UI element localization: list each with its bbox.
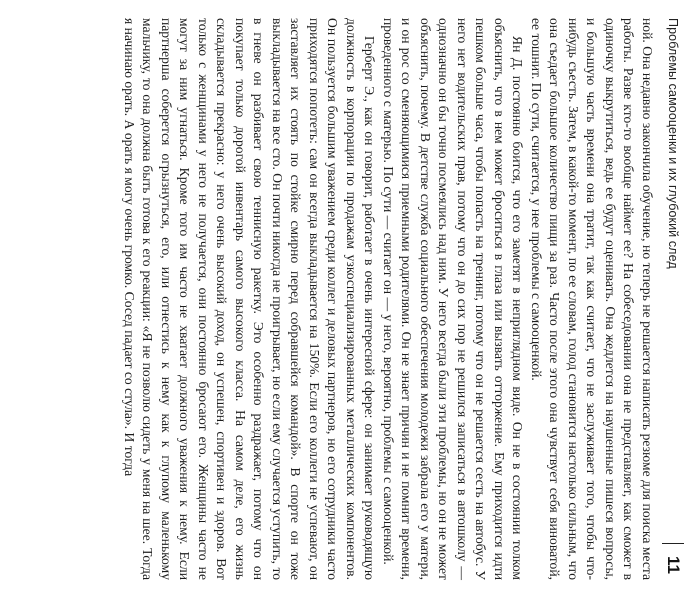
paragraph: ной. Она недавно закончила обучение, но теперь не решается написать резюме для поиска места работы. Разве кто-то вообще наймет ее? На собеседовании она не представляет, как сможет в одиночку выкрутиться, ведь ее будут оценивать. Она жедлется на наушенные пишеся вопросы, и большую часть времени она тратит, так как считает, что не заслуживает того, чтобы что-нибудь съесть. Затем, в какой-то момент, по ее словам, голод становится настолько сильным, что она съедает большое количество пищи за раз. Часто после этого она чувствует себя виноватой, ее тошнит. По сути, считается, у нее проблемы с самооценкой. [529, 18, 655, 580]
running-header [660, 18, 686, 574]
page-number: 11 [664, 556, 683, 574]
paragraph: Герберт Э., как он говорит, работает в очень интересной сфере: он занимает руководящую должность в корпорации по продажам узкоспециализированных металлических компонентов. Он пользуется большим уважением среди коллег и деловых партнеров, но его сотрудники часто приходятся попотеть: сам он всегда выкладывается на 150%. Если его коллеги не успевают, он заставляет их стоять по стойке смирно перед собравшейся командой». В спорте он тоже выкладывается на все сто. Он почти никогда не проигрывает, но если ему случается уступить, то в гневе он разбивает свою теннисную ракетку. Это особенно раздражает, потому что он покупает только дорогой инвентарь самого высокого класса. На самом деле, его жизнь складывается прекрасно: у него очень высокий доход, он успешен, спортивен и здоров. Вот только с женщинами у него не получается, они постоянно бросают его. Женщины часто не могут за ним угнаться. Кроме того им часто не хватает должного уважения к нему. Если партнерша соберется огрызнуться, его, или отнестись к нему как к глупому маленькому мальчику, то она должна быть готова к его реакции: «Я не позволю сидеть у меня на шее. Тогда я начинаю орать. А орать я могу очень громко. Сосед падает со стула». И тогда [122, 18, 378, 580]
scanned-book-page [10, 10, 690, 590]
header-title: Проблемы самооценки и их глубокий след [666, 18, 680, 269]
body-text [120, 18, 657, 580]
header-divider [662, 543, 684, 545]
header-number-group [662, 543, 684, 574]
paragraph: Ян Д. постоянно боится, что его заметят в неприглядном виде. Он не в состоянии толком объяснить, что в нем может броситься в глаза или вызвать отторжение. Ему приходится идти пешком больше часа, чтобы попасть на тренинг, потому что он не решается сесть на автобус. У него нет водительских прав, потому что он до сих пор не решился записаться в автошколу — однозначно он бы точно посмеялись над ним. У него всегда были эти проблемы, но он не может объяснить, почему. В детстве служба социального обеспечения молодежи забрала его у матери, и он рос со сменяющимися приемными родителями. Он не знает причин и не помнит времени, проведенного с матерью. По сути — считает он — у него, вероятно, проблемы с самооценкой. [381, 18, 526, 580]
